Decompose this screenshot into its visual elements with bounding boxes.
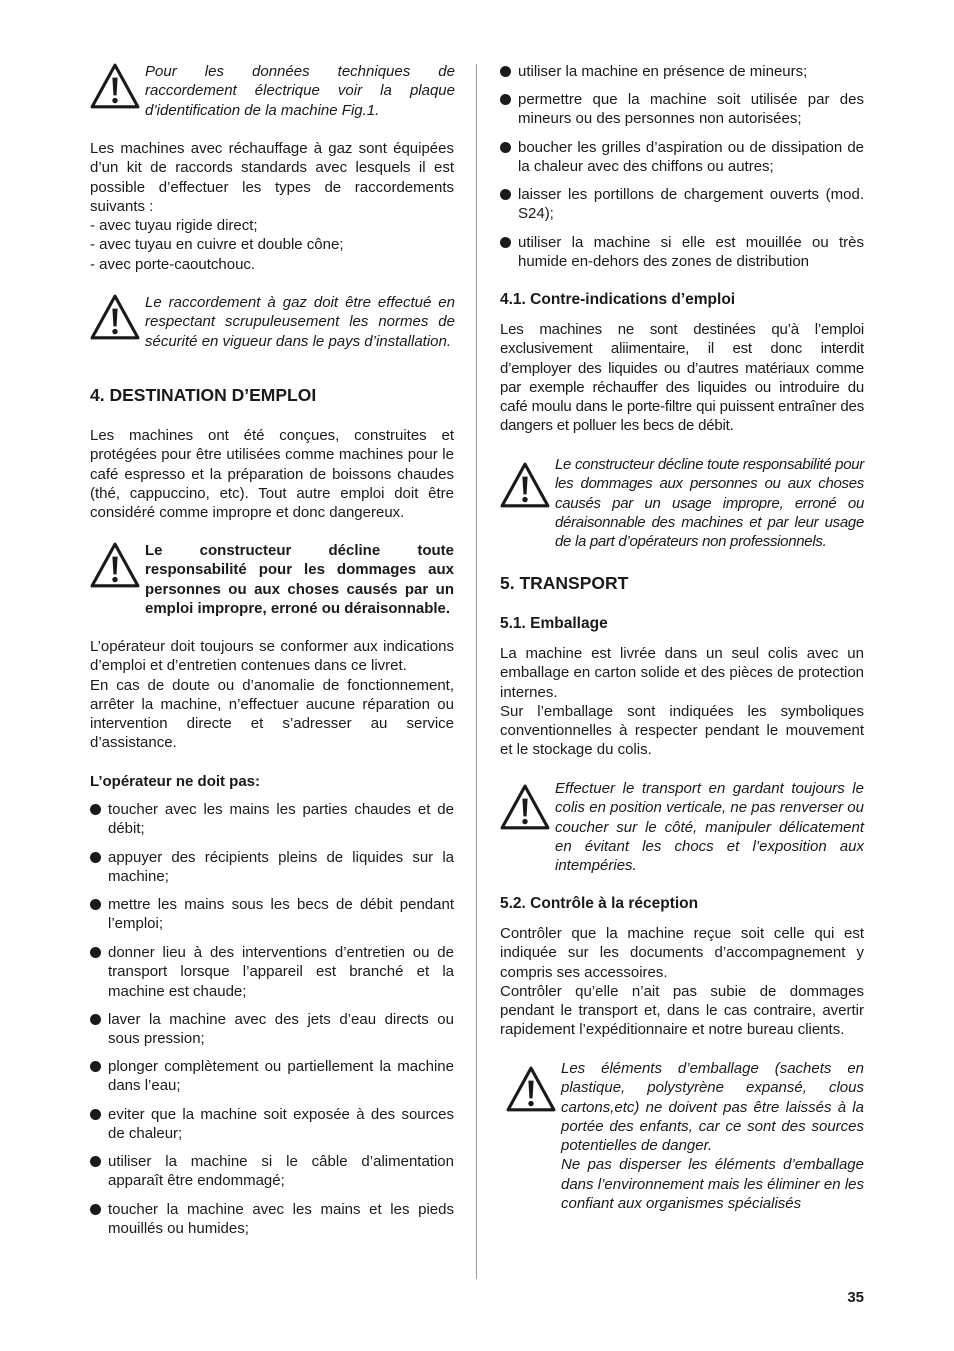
bullet-icon <box>90 1204 101 1215</box>
section-5-title: 5. TRANSPORT <box>500 573 629 593</box>
list-item: utiliser la machine si elle est mouillée ou très humide en-dehors des zones de distribution <box>500 233 864 272</box>
list-item: toucher la machine avec les mains et les pieds mouillés ou humides; <box>90 1200 454 1239</box>
bullet-icon <box>500 94 511 105</box>
warning-electrical <box>90 62 455 122</box>
page-number: 35 <box>847 1289 864 1306</box>
section-4-1-title: 4.1. Contre-indications d’emploi <box>500 291 736 308</box>
section-5-2-title: 5.2. Contrôle à la réception <box>500 895 699 912</box>
bullet-icon <box>90 804 101 815</box>
operator-instructions-paragraph <box>90 637 454 753</box>
text-line: Contrôler qu’elle n’ait pas subie de dommages pendant le transport et, dans le cas contraire, avertir rapidement l’expéditionnaire et notre bureau clients. <box>500 982 864 1039</box>
section-5-1-title: 5.1. Emballage <box>500 615 608 632</box>
text-line: - avec tuyau en cuivre et double cône; <box>90 236 344 254</box>
bullet-icon <box>90 1014 101 1025</box>
bullet-icon <box>500 189 511 200</box>
list-item: appuyer des récipients pleins de liquides sur la machine; <box>90 848 454 887</box>
list-item: plonger complètement ou partiellement la machine dans l’eau; <box>90 1057 454 1096</box>
text-line: - avec porte-caoutchouc. <box>90 255 256 273</box>
list-item: eviter que la machine soit exposée à des sources de chaleur; <box>90 1105 454 1144</box>
list-item: boucher les grilles d’aspiration ou de dissipation de la chaleur avec des chiffons ou autres; <box>500 138 864 177</box>
warning-triangle-icon <box>500 461 550 509</box>
list-item: permettre que la machine soit utilisée par des mineurs ou des personnes non autorisées; <box>500 90 864 129</box>
section-4-title: 4. DESTINATION D’EMPLOI <box>90 385 317 405</box>
bullet-icon <box>90 899 101 910</box>
text-line: Contrôler que la machine reçue soit celle qui est indiquée sur les documents d’accompagnement y compris ses accessoires. <box>500 925 864 981</box>
warning-triangle-icon <box>500 783 550 831</box>
text-line: Sur l’emballage sont indiquées les symboliques conventionnelles à respecter pendant le mouvement et le stockage du colis. <box>500 702 864 759</box>
warning-triangle-icon <box>90 62 140 110</box>
warning-text: Effectuer le transport en gardant toujours le colis en position verticale, ne pas renverser ou coucher sur le côté, manipuler délicatement en évitant les chocs et l’exposition aux intempéries. <box>555 780 864 875</box>
bullet-icon <box>90 1156 101 1167</box>
column-divider <box>476 64 477 1279</box>
list-item: laver la machine avec des jets d’eau directs ou sous pression; <box>90 1010 454 1049</box>
bullet-icon <box>500 66 511 77</box>
text-line: Les machines avec réchauffage à gaz sont équipées d’un kit de raccords standards avec lesquels il est possible d’effectuer les types de raccordements suivants : <box>90 140 454 215</box>
list-item: toucher avec les mains les parties chaudes et de débit; <box>90 800 454 839</box>
text-line: Ne pas disperser les éléments d’emballage dans l’environnement mais les éliminer en les confiant aux organismes spécialisés <box>561 1156 864 1213</box>
warning-transport <box>500 779 865 879</box>
section-5-1-paragraph <box>500 644 864 760</box>
text-line: En cas de doute ou d’anomalie de fonctionnement, arrêter la machine, n’effectuer aucune réparation ou intervention directe et s’adresser au service d’assistance. <box>90 676 454 752</box>
warning-triangle-icon <box>90 293 140 341</box>
bullet-icon <box>500 142 511 153</box>
warning-triangle-icon <box>90 541 140 589</box>
bullet-icon <box>90 1109 101 1120</box>
warning-professional-use <box>500 455 865 555</box>
warning-text: Le constructeur décline toute responsabilité pour les dommages aux personnes ou aux choses causés par un emploi impropre, erroné ou déraisonnable. <box>145 542 454 617</box>
bullet-icon <box>90 852 101 863</box>
text-line: - avec tuyau rigide direct; <box>90 217 258 235</box>
text-line: Les éléments d’emballage (sachets en plastique, polystyrène expansé, clous cartons,etc) ne doivent pas être laissés à la portée des enfants, car ce sont des sources potentielles de danger. <box>561 1060 864 1155</box>
section-4-paragraph: Les machines ont été conçues, construites et protégées pour être utilisées comme machines pour le café espresso et la préparation de boissons chaudes (thé, cappuccino, etc). Tout autre emploi doit être considéré comme impropre et donc dangereux. <box>90 427 454 522</box>
section-4-1-paragraph: Les machines ne sont destinées qu’à l’emploi exclusivement aliimentaire, il est donc interdit d’employer des liquides ou d’autres matériaux comme par exemple réchauffer des liquides ou introduire du café moulu dans le porte-filtre qui puissent entraîner des dangers et polluer les becs de débit. <box>500 321 864 435</box>
warning-text: Pour les données techniques de raccordement électrique voir la plaque d’identification de la machine Fig.1. <box>145 63 455 119</box>
text-line: L’opérateur doit toujours se conformer aux indications d’emploi et d’entretien contenues dans ce livret. <box>90 638 454 675</box>
section-5-2-paragraph <box>500 924 864 1040</box>
warning-text <box>561 1059 864 1213</box>
warning-gas <box>90 293 455 353</box>
warning-text: Le raccordement à gaz doit être effectué en respectant scrupuleusement les normes de sécurité en vigueur dans le pays d’installation. <box>145 294 455 350</box>
gas-connections-paragraph <box>90 139 454 274</box>
warning-packaging <box>506 1059 865 1219</box>
text-line: La machine est livrée dans un seul colis avec un emballage en carton solide et des pièces de protection internes. <box>500 645 864 701</box>
bullet-icon <box>90 1061 101 1072</box>
bullet-icon <box>90 947 101 958</box>
bullet-icon <box>500 237 511 248</box>
warning-liability <box>90 541 455 621</box>
list-item: laisser les portillons de chargement ouverts (mod. S24); <box>500 185 864 224</box>
list-item: utiliser la machine en présence de mineurs; <box>500 62 864 81</box>
list-item: mettre les mains sous les becs de débit pendant l’emploi; <box>90 895 454 934</box>
warning-triangle-icon <box>506 1065 556 1113</box>
warning-text: Le constructeur décline toute responsabilité pour les dommages aux personnes ou aux choses causés par un usage impropre, erroné ou déraisonnable des machines et par leur usage de la part d’opérateurs non professionnels. <box>555 456 864 551</box>
must-not-heading: L’opérateur ne doit pas: <box>90 773 261 790</box>
list-item: utiliser la machine si le câble d’alimentation apparaît être endommagé; <box>90 1152 454 1191</box>
list-item: donner lieu à des interventions d’entretien ou de transport lorsque l’appareil est branché et la machine est chaude; <box>90 943 454 1001</box>
